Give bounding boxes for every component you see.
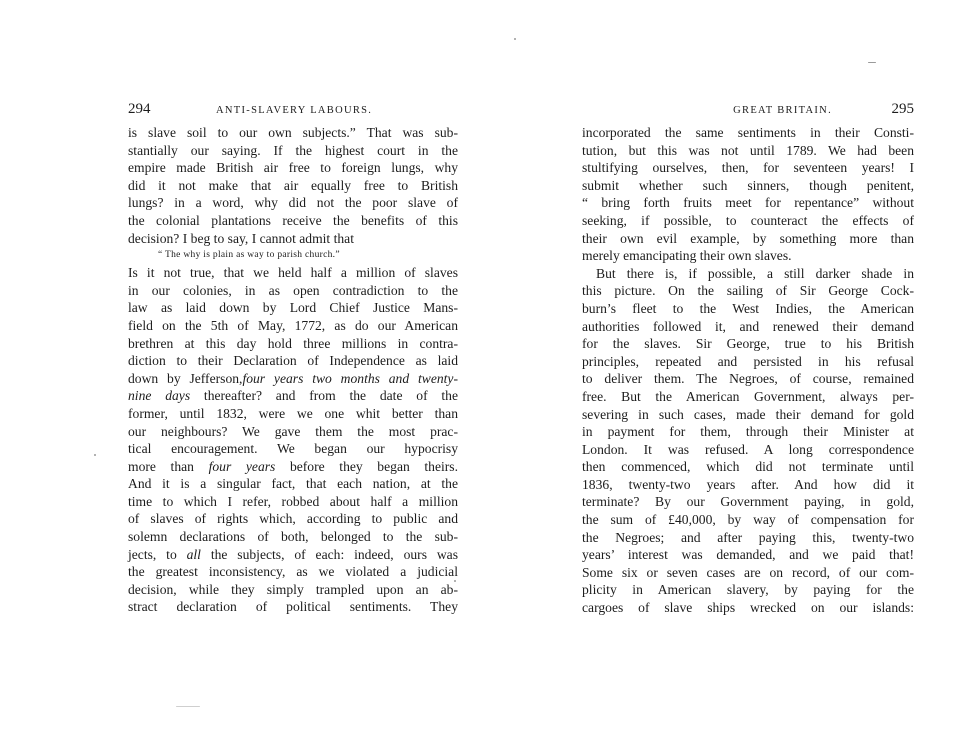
text-line: for the slaves. Sir George, true to his British xyxy=(582,336,914,352)
text-line: then commenced, which did not terminate until xyxy=(582,459,914,475)
text-line: And it is a singular fact, that each nation, at the xyxy=(128,476,458,492)
line-text: before they began theirs. xyxy=(275,458,458,474)
italic-phrase: nine days xyxy=(128,388,191,404)
text-line: their own evil example, by something more than xyxy=(582,230,914,246)
scan-speck xyxy=(868,62,876,63)
text-line: seeking, if possible, to counteract the effects of xyxy=(582,212,914,228)
text-line: diction to their Declaration of Independence as laid xyxy=(128,353,458,369)
text-line: decision? I beg to say, I cannot admit that xyxy=(128,230,354,246)
text-line: cargoes of slave ships wrecked on our islands: xyxy=(582,600,914,616)
scan-speck xyxy=(176,706,200,707)
text-line: London. It was refused. A long correspondence xyxy=(582,441,914,457)
right-running-head xyxy=(582,100,914,120)
line-text: down by Jefferson, xyxy=(128,370,243,386)
text-line: of slaves of rights which, according to public and xyxy=(128,511,458,527)
italic-phrase: four years xyxy=(208,458,276,474)
block-quote: “ The why is plain as way to parish church.” xyxy=(158,250,340,261)
text-line: is slave soil to our own subjects.” That was sub- xyxy=(128,125,458,140)
scan-speck xyxy=(454,580,456,582)
scan-speck xyxy=(94,454,96,456)
text-line: lungs? in a word, why did not the poor slave of xyxy=(128,195,458,211)
italic-phrase: four years two months and twenty- xyxy=(242,370,458,386)
line-text: the subjects, of each: indeed, ours was xyxy=(200,546,458,562)
text-line: “ bring forth fruits meet for repentance” without xyxy=(582,195,914,211)
text-line: former, until 1832, were we one whit better than xyxy=(128,405,458,421)
text-line: tution, but this was not until 1789. We had been xyxy=(582,142,914,158)
text-line: stract declaration of political sentiments. They xyxy=(128,599,458,615)
text-line: authorities followed it, and renewed their demand xyxy=(582,318,914,334)
text-line: stantially our saying. If the highest court in the xyxy=(128,142,458,158)
left-body-text xyxy=(128,124,458,616)
text-line: burn’s fleet to the West Indies, the American xyxy=(582,300,914,316)
text-line: merely emancipating their own slaves. xyxy=(582,248,792,264)
text-line: severing in such cases, made their demand for gold xyxy=(582,406,914,422)
line-text: jects, to xyxy=(128,546,187,562)
text-line: But there is, if possible, a still darker shade in xyxy=(596,265,914,281)
text-line: decision, while they simply trampled upon an ab- xyxy=(128,581,458,597)
text-line: to deliver them. The Negroes, of course, remained xyxy=(582,371,914,387)
right-page xyxy=(582,100,914,617)
text-line: principles, repeated and persisted in his refusal xyxy=(582,353,914,369)
text-line: empire made British air free to foreign lungs, why xyxy=(128,160,458,176)
right-running-title: GREAT BRITAIN. xyxy=(733,105,832,116)
line-text: thereafter? and from the date of the xyxy=(190,388,458,404)
text-line: tical encouragement. We began our hypocrisy xyxy=(128,441,458,457)
text-line xyxy=(128,370,458,388)
text-line: stultifying ourselves, then, for seventeen years! I xyxy=(582,160,914,176)
text-line: the greatest inconsistency, as we violated a judicial xyxy=(128,564,458,580)
text-line xyxy=(128,387,458,405)
left-page xyxy=(128,100,458,616)
italic-phrase: all xyxy=(186,546,201,562)
text-line: in payment for them, through their Minister at xyxy=(582,424,914,440)
text-line: free. But the American Government, always per- xyxy=(582,388,914,404)
text-line: Is it not true, that we held half a million of slaves xyxy=(128,265,458,281)
text-line: brethren at this day hold three millions in contra- xyxy=(128,335,458,351)
scan-speck xyxy=(514,38,516,40)
text-line xyxy=(128,458,458,476)
right-body-text xyxy=(582,124,914,617)
text-line xyxy=(128,546,458,564)
text-line: plicity in American slavery, by paying for the xyxy=(582,582,914,598)
left-running-title: ANTI-SLAVERY LABOURS. xyxy=(216,105,373,116)
left-page-number: 294 xyxy=(128,101,151,117)
text-line: the Negroes; and after paying this, twenty-two xyxy=(582,529,914,545)
text-line: submit whether such sinners, though penitent, xyxy=(582,177,914,193)
text-line: field on the 5th of May, 1772, as do our American xyxy=(128,317,458,333)
text-line: this picture. On the sailing of Sir George Cock- xyxy=(582,283,914,299)
text-line: the sum of £40,000, by way of compensation for xyxy=(582,512,914,528)
text-line: 1836, twenty-two years after. And how did it xyxy=(582,476,914,492)
text-line: solemn declarations of both, belonged to the sub- xyxy=(128,529,458,545)
text-line: incorporated the same sentiments in their Consti- xyxy=(582,125,914,140)
text-line: the colonial plantations receive the benefits of this xyxy=(128,212,458,228)
text-line: our neighbours? We gave them the most prac- xyxy=(128,423,458,439)
right-page-number: 295 xyxy=(891,101,914,117)
text-line: law as laid down by Lord Chief Justice Mans- xyxy=(128,300,458,316)
text-line: in our colonies, in as open contradiction to the xyxy=(128,282,458,298)
text-line: terminate? By our Government paying, in gold, xyxy=(582,494,914,510)
text-line: did it not make that air equally free to British xyxy=(128,177,458,193)
line-text: more than xyxy=(128,458,209,474)
text-line: years’ interest was demanded, and we paid that! xyxy=(582,547,914,563)
text-line: Some six or seven cases are on record, of our com- xyxy=(582,564,914,580)
left-running-head xyxy=(128,100,458,120)
text-line: time to which I refer, robbed about half a million xyxy=(128,493,458,509)
